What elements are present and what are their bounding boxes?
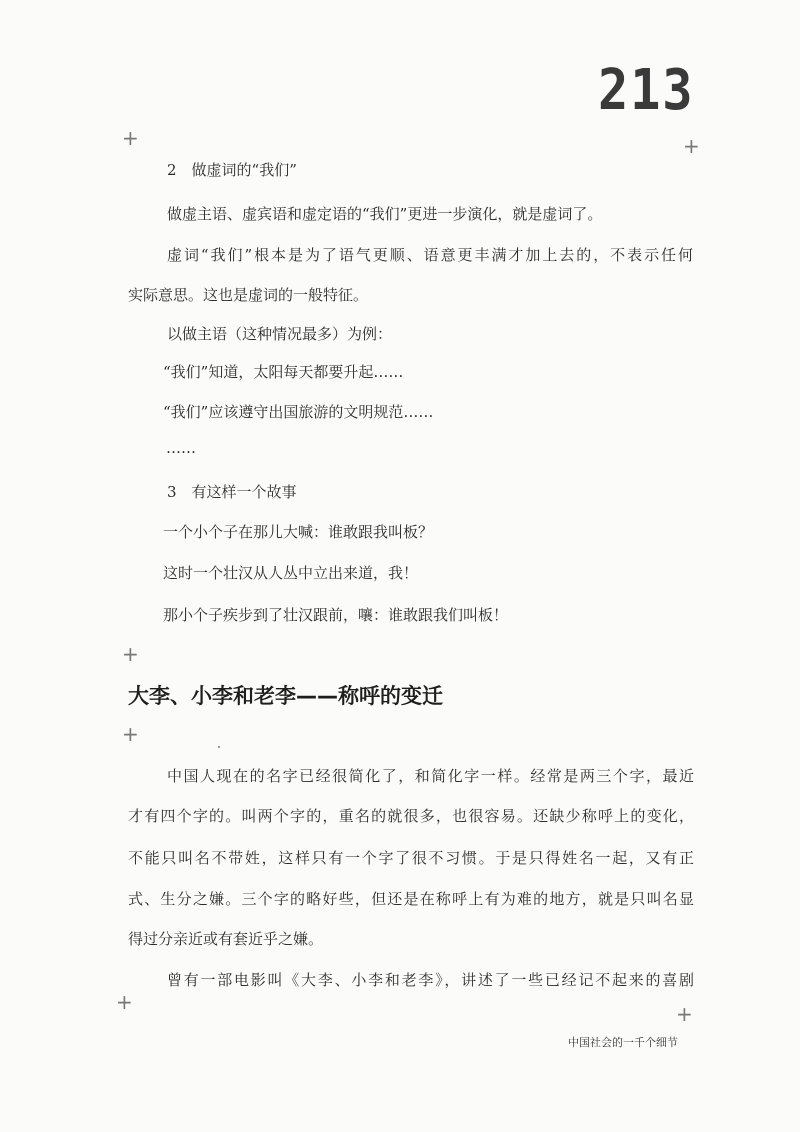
crop-mark-icon: + (122, 126, 139, 150)
story-line-1: 一个小个子在那儿大喊：谁敢跟我叫板？ (163, 523, 434, 541)
section-2-paragraph-2-line-1: 虚词“我们”根本是为了语气更顺、语意更丰满才加上去的，不表示任何 (167, 246, 693, 264)
running-footer: 中国社会的一千个细节 (568, 1036, 678, 1049)
section-2-paragraph-1: 做虚主语、虚宾语和虚定语的“我们”更进一步演化，就是虚词了。 (167, 205, 603, 223)
chapter-paragraph-1-line-2: 才有四个字的。叫两个字的，重名的就很多，也很容易。还缺少称呼上的变化， (128, 807, 694, 825)
chapter-paragraph-1-line-5: 得过分亲近或有套近乎之嫌。 (128, 930, 324, 948)
chapter-title: 大李、小李和老李——称呼的变迁 (128, 684, 443, 708)
page-number: 213 (598, 58, 695, 123)
section-2-paragraph-3: 以做主语（这种情况最多）为例： (167, 325, 393, 343)
chapter-paragraph-2-line-1: 曾有一部电影叫《大李、小李和老李》，讲述了一些已经记不起来的喜剧 (167, 971, 694, 989)
speck (218, 746, 220, 748)
crop-mark-icon: + (683, 134, 700, 158)
chapter-paragraph-1-line-3: 不能只叫名不带姓，这样只有一个字了很不习惯。于是只得姓名一起，又有正 (128, 849, 694, 867)
example-line-1: “我们”知道，太阳每天都要升起…… (163, 363, 404, 381)
crop-mark-icon: + (122, 722, 139, 746)
section-2-heading: 2 做虚词的“我们” (167, 161, 297, 179)
section-2-paragraph-2-line-2: 实际意思。这也是虚词的一般特征。 (128, 286, 369, 304)
crop-mark-icon: + (122, 642, 139, 666)
story-line-3: 那小个子疾步到了壮汉跟前，嚷：谁敢跟我们叫板！ (163, 606, 509, 624)
section-3-heading: 3 有这样一个故事 (167, 483, 297, 501)
example-line-2: “我们”应该遵守出国旅游的文明规范…… (163, 403, 434, 421)
story-line-2: 这时一个壮汉从人丛中立出来道，我！ (163, 564, 419, 582)
chapter-paragraph-1-line-1: 中国人现在的名字已经很简化了，和简化字一样。经常是两三个字，最近 (167, 767, 694, 785)
crop-mark-icon: + (116, 990, 133, 1014)
crop-mark-icon: + (676, 1002, 693, 1026)
example-ellipsis: …… (166, 439, 196, 457)
chapter-paragraph-1-line-4: 式、生分之嫌。三个字的略好些，但还是在称呼上有为难的地方，就是只叫名显 (128, 890, 694, 908)
